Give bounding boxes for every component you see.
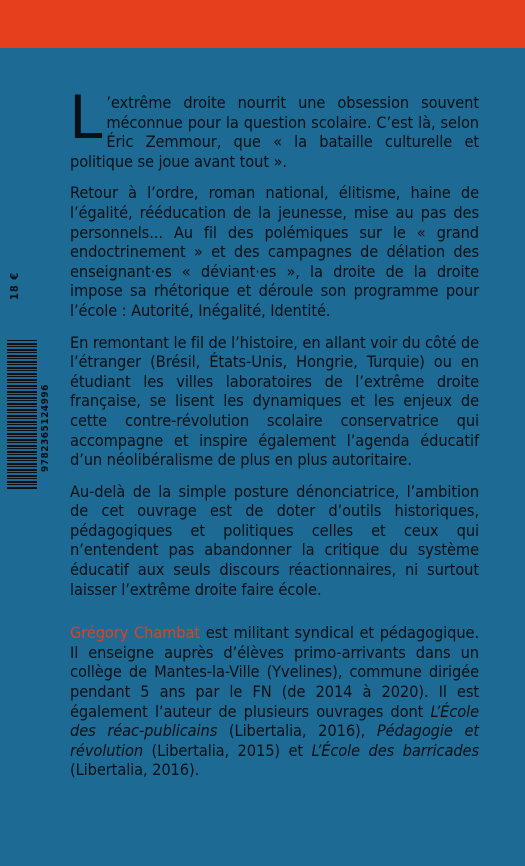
paragraph-history: En remontant le fil de l’histoire, en allant voir du côté de l’étranger (Brésil, États-Unis, Hongrie, Turquie) ou en étudiant les villes laboratoires de l’extrême droite française, se lisent les dynamiques et les enjeux de cette contre-révolution scolaire conservatrice qui accompagne et inspire également l’agenda éducatif d’un néolibéralisme de plus en plus autoritaire. [70, 332, 479, 470]
paragraph-intro [69, 83, 479, 171]
top-color-band [0, 0, 525, 48]
dropcap-letter: L [69, 83, 103, 153]
isbn-barcode [7, 340, 37, 490]
paragraph-ambition: Au-delà de la simple posture dénonciatrice, l’ambition de cet ouvrage est de doter d’outils historiques, pédagogiques et politiques celles et ceux qui n’entendent pas abandonner la critique du système éducatif aux seuls discours réactionnaires, ni surtout laisser l’extrême droite faire école. [70, 481, 479, 599]
book-title-2: Pédagogie et révolution [70, 721, 480, 760]
author-bio-text-4: (Libertalia, 2016). [70, 760, 200, 780]
paragraph-intro-text: ’extrême droite nourrit une obsession souvent méconnue pour la question scolaire. C’est là, selon Éric Zemmour, que « la bataille culturelle et politique se joue avant tout ». [70, 93, 479, 171]
book-title-3: L’École des barricades [311, 740, 479, 760]
isbn-number: 9782365124996 [40, 384, 51, 472]
author-bio-text-1: est militant syndical et pédagogique. Il enseigne auprès d’élèves primo-arrivants dans un collège de Mantes-la-Ville (Yvelines), commune dirigée pendant 5 ans par le FN (de 2014 à 2020). Il est également l’auteur de plusieurs ouvrages dont [70, 623, 479, 721]
book-title-1: L’École des réac-publicains [70, 701, 479, 741]
author-name: Grégory Chambat [70, 623, 201, 643]
author-bio-text-2: (Libertalia, 2016), [217, 721, 377, 741]
back-cover-text [69, 83, 480, 792]
price-label: 18 € [8, 271, 21, 300]
paragraph-program: Retour à l’ordre, roman national, élitisme, haine de l’égalité, rééducation de la jeunesse, mise au pas des personnels... Au fil des polémiques sur le « grand endoctrinement » et des campagnes de délation des enseignant·es « déviant·es », la droite de la droite impose sa rhétorique et déroule son programme pour l’école : Autorité, Inégalité, Identité. [70, 183, 479, 320]
author-bio [70, 623, 479, 780]
author-bio-text-3: (Libertalia, 2015) et [143, 740, 312, 760]
